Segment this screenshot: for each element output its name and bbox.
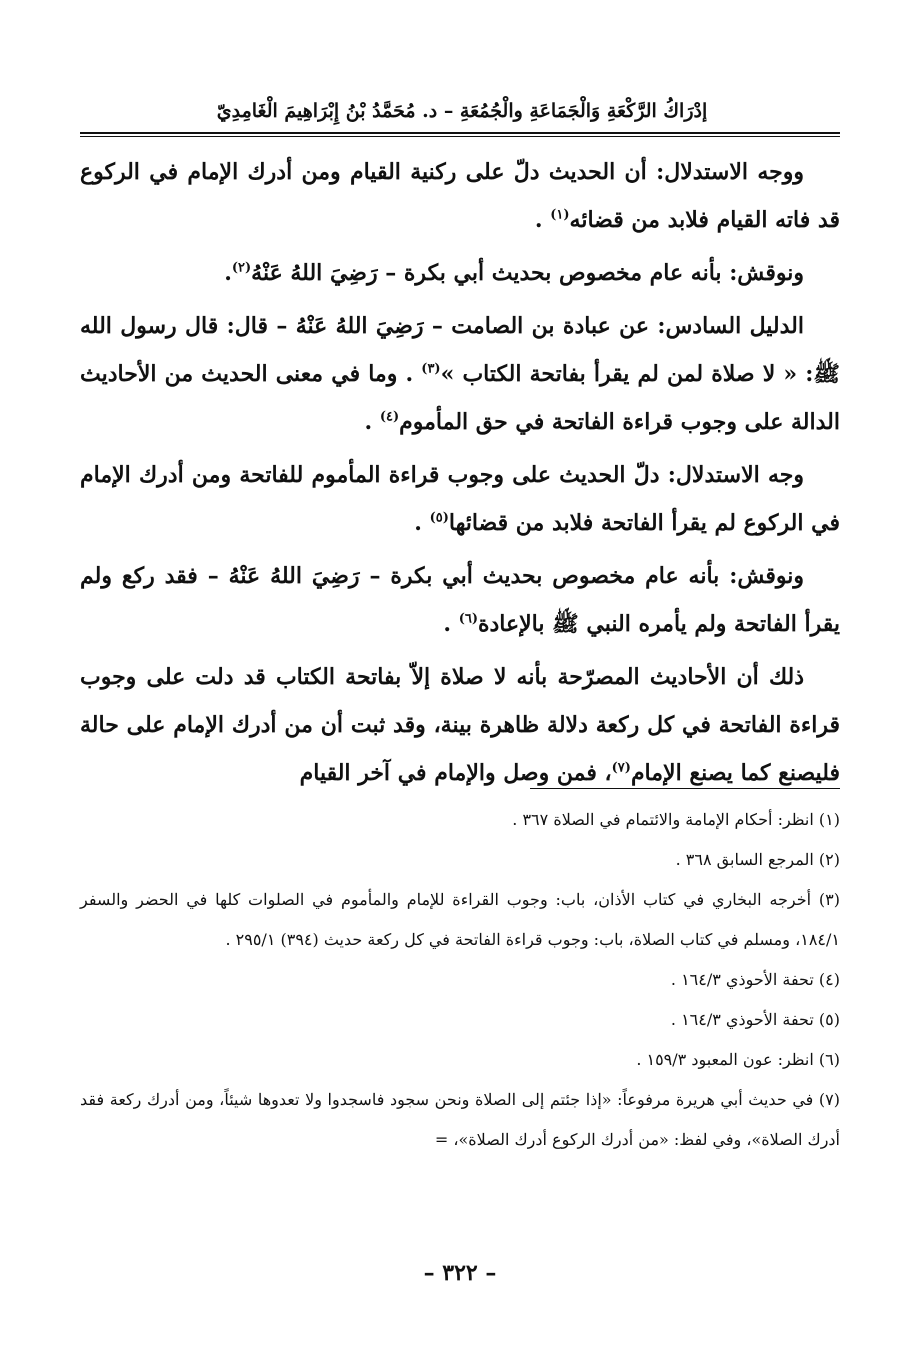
footnote-ref-6[interactable]: (٦) [458,611,478,627]
footnote-4: (٤) تحفة الأحوذي ١٦٤/٣ . [670,970,840,989]
paragraph-4 [80,451,840,547]
footnote-3: (٣) أخرجه البخاري في كتاب الأذان، باب: وجوب القراءة للإمام والمأموم في الصلوات كلها في الحضر والسفر ١٨٤/١، ومسلم في كتاب الصلاة، باب: وجوب قراءة الفاتحة في كل ركعة حديث (٣٩٤) ٢٩٥/١ . [80,890,840,949]
running-header: إدْرَاكُ الرَّكْعَةِ وَالْجَمَاعَةِ والْجُمُعَةِ – د. مُحَمَّدُ بْنُ إِبْرَاهِيمَ الْغَامِدِيّ [216,100,708,122]
header-rule [80,132,840,137]
footnote-ref-4[interactable]: (٤) [379,409,400,425]
paragraph-3-middle: . وما في معنى الحديث من الأحاديث الدالة على وجوب قراءة الفاتحة في حق المأموم [80,361,840,435]
paragraph-1-text: ووجه الاستدلال: أن الحديث دلّ على ركنية القيام ومن أدرك الإمام في الركوع قد فاته القيام فلابد من قضائه [80,159,840,233]
footnote-1: (١) انظر: أحكام الإمامة والائتمام في الصلاة ٣٦٧ . [512,810,840,829]
footnote-7: (٧) في حديث أبي هريرة مرفوعاً: «إذا جئتم إلى الصلاة ونحن سجود فاسجدوا ولا تعدوها شيئاً، ومن أدرك ركعة فقد أدرك الصلاة»، وفي لفظ: «من أدرك الركوع أدرك الصلاة»، = [80,1090,841,1149]
footnotes-separator [530,788,840,789]
paragraph-1 [80,148,840,244]
footnote-ref-1[interactable]: (١) [550,207,570,223]
paragraph-3-end: . [364,409,380,435]
footnote-ref-3[interactable]: (٣) [421,361,441,377]
paragraph-5 [80,552,840,648]
footnote-6: (٦) انظر: عون المعبود ١٥٩/٣ . [636,1050,840,1069]
footnote-5: (٥) تحفة الأحوذي ١٦٤/٣ . [670,1010,840,1029]
paragraph-6 [80,653,840,797]
footnote-ref-5[interactable]: (٥) [429,510,449,526]
paragraph-4-text: وجه الاستدلال: دلّ الحديث على وجوب قراءة المأموم للفاتحة ومن أدرك الإمام في الركوع لم يقرأ الفاتحة فلابد من قضائها [80,462,840,536]
paragraph-5-text: ونوقش: بأنه عام مخصوص بحديث أبي بكرة – رَضِيَ اللهُ عَنْهُ – فقد ركع ولم يقرأ الفاتحة ولم يأمره النبي ﷺ بالإعادة [80,563,840,637]
paragraph-3-text: الدليل السادس: عن عبادة بن الصامت – رَضِيَ اللهُ عَنْهُ – قال: قال رسول الله ﷺ: « لا صلاة لمن لم يقرأ بفاتحة الكتاب » [80,313,841,387]
main-text [80,148,840,802]
page-number: – ٣٢٢ – [423,1260,497,1286]
footnote-ref-2[interactable]: (٢) [231,260,252,276]
paragraph-6-text: ذلك أن الأحاديث المصرّحة بأنه لا صلاة إلاّ بفاتحة الكتاب قد دلت على وجوب قراءة الفاتحة في كل ركعة دلالة ظاهرة بينة، وقد ثبت أن من أدرك الإمام على حالة فليصنع كما يصنع الإمام [80,664,840,786]
paragraph-2 [80,249,840,297]
paragraph-4-end: . [414,510,430,536]
footnotes [80,800,840,1160]
paragraph-3 [80,302,840,446]
paragraph-2-text: ونوقش: بأنه عام مخصوص بحديث أبي بكرة – رَضِيَ اللهُ عَنْهُ [251,260,804,286]
footnote-ref-7[interactable]: (٧) [611,760,631,776]
paragraph-1-end: . [534,207,551,233]
paragraph-2-end: . [224,260,232,286]
paragraph-5-end: . [443,611,459,637]
footnote-2: (٢) المرجع السابق ٣٦٨ . [675,850,840,869]
paragraph-6-end: ، فمن وصل والإمام في آخر القيام [299,760,612,786]
